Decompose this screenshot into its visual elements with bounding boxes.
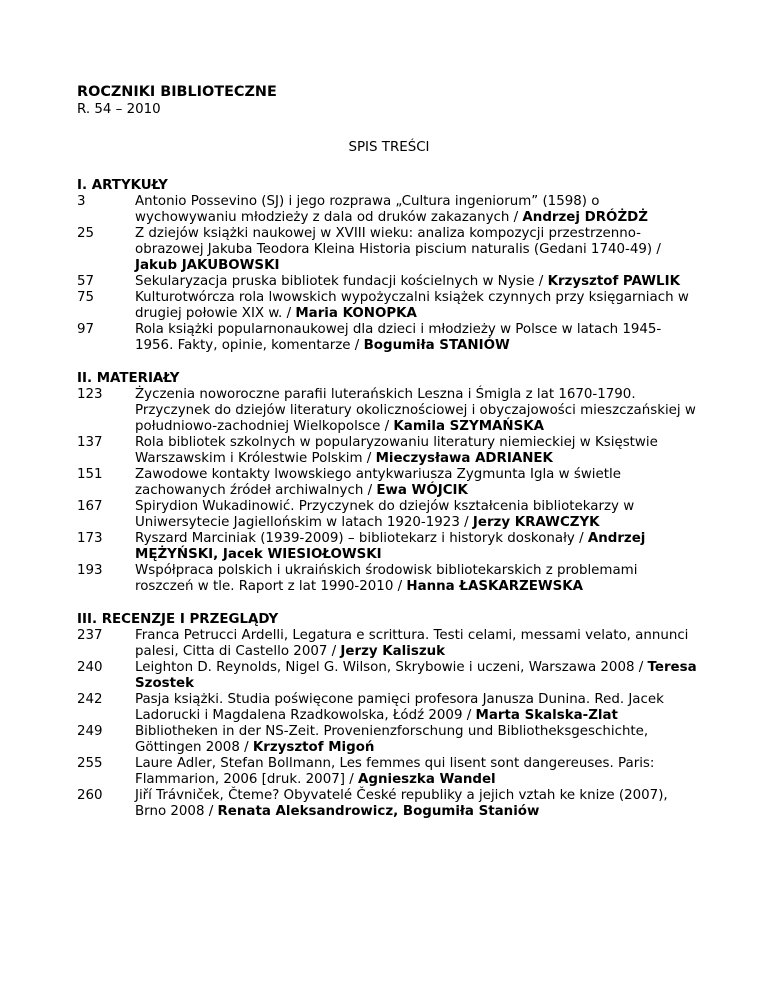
document-page [77, 84, 697, 837]
entry-text [135, 788, 697, 820]
section-title: III. RECENZJE I PRZEGLĄDY [77, 612, 279, 627]
toc-entry [77, 660, 697, 692]
entry-text [135, 531, 697, 563]
volume-label: R. 54 – 2010 [77, 102, 161, 117]
entry-author: Andrzej DRÓŻDŻ [522, 210, 648, 225]
toc-sections [77, 178, 697, 820]
entry-page-number: 255 [77, 756, 103, 771]
entry-text [135, 387, 697, 435]
entry-title: Antonio Possevino (SJ) i jego rozprawa „Cultura ingeniorum” (1598) o wychowywaniu młodzieży z dala od druków zakazanych / [135, 194, 600, 225]
entry-title: Franca Petrucci Ardelli, Legatura e scrittura. Testi celami, messami velato, annunci palesi, Citta di Castello 2007 / [135, 628, 689, 659]
toc-entry [77, 756, 697, 788]
toc-entry [77, 387, 697, 435]
entry-author: Hanna ŁASKARZEWSKA [406, 579, 584, 594]
entry-text [135, 322, 697, 354]
entry-title: Ryszard Marciniak (1939-2009) – bibliotekarz i historyk doskonały / [135, 531, 588, 546]
toc-entry [77, 531, 697, 563]
toc-entry [77, 226, 697, 274]
entry-text [135, 194, 697, 226]
toc-entry [77, 692, 697, 724]
entry-title: Rola bibliotek szkolnych w popularyzowaniu literatury niemieckiej w Księstwie Warszawskim i Królestwie Polskim / [135, 435, 658, 466]
entry-author: Jerzy KRAWCZYK [472, 515, 600, 530]
entry-text [135, 467, 697, 499]
entry-author: Andrzej MĘŻYŃSKI, Jacek WIESIOŁOWSKI [135, 531, 646, 562]
entry-author: Mieczysława ADRIANEK [375, 451, 553, 466]
entry-title: Jiří Trávniček, Čteme? Obyvatelé České republiky a jejich vztah ke knize (2007), Brno 2008 / [135, 788, 668, 819]
toc-entry [77, 194, 697, 226]
entry-author: Jerzy Kaliszuk [340, 644, 446, 659]
entry-title: Pasja książki. Studia poświęcone pamięci profesora Janusza Dunina. Red. Jacek Ladorucki i Magdalena Rzadkowolska, Łódź 2009 / [135, 692, 664, 723]
entry-page-number: 57 [77, 274, 95, 289]
entry-title: Rola książki popularnonaukowej dla dzieci i młodzieży w Polsce w latach 1945-1956. Fakty, opinie, komentarze / [135, 322, 662, 353]
entry-text [135, 290, 697, 322]
entry-page-number: 151 [77, 467, 103, 482]
toc-entry [77, 290, 697, 322]
toc-entry [77, 499, 697, 531]
entry-text [135, 692, 697, 724]
toc-heading: SPIS TREŚCI [348, 140, 430, 155]
entry-author: Ewa WÓJCIK [376, 483, 468, 498]
entry-author: Agnieszka Wandel [358, 772, 496, 787]
toc-section [77, 178, 697, 354]
entry-page-number: 242 [77, 692, 103, 707]
entry-page-number: 240 [77, 660, 103, 675]
toc-entry [77, 435, 697, 467]
entry-author: Jakub JAKUBOWSKI [135, 258, 280, 273]
section-title: I. ARTYKUŁY [77, 178, 168, 193]
entry-text [135, 274, 697, 290]
entry-title: Współpraca polskich i ukraińskich środowisk bibliotekarskich z problemami roszczeń w tle. Raport z lat 1990-2010 / [135, 563, 638, 594]
entry-page-number: 173 [77, 531, 103, 546]
entry-title: Życzenia noworoczne parafii luterańskich Leszna i Śmigla z lat 1670-1790. Przyczynek do dziejów literatury okolicznościowej i obyczajowości mieszczańskiej w południowo-zachodniej Wielkopolsce / [135, 387, 696, 434]
entry-author: Bogumiła STANIÓW [363, 338, 510, 353]
entry-title: Bibliotheken in der NS-Zeit. Provenienzforschung und Bibliotheksgeschichte, Göttingen 2008 / [135, 724, 649, 755]
entry-page-number: 25 [77, 226, 95, 241]
entry-title: Kulturotwórcza rola lwowskich wypożyczalni książek czynnych przy księgarniach w drugiej połowie XIX w. / [135, 290, 689, 321]
toc-entry [77, 724, 697, 756]
entry-page-number: 123 [77, 387, 103, 402]
toc-entry [77, 563, 697, 595]
entry-text [135, 660, 697, 692]
toc-section [77, 371, 697, 595]
entry-text [135, 563, 697, 595]
entry-page-number: 260 [77, 788, 103, 803]
entry-title: Spirydion Wukadinowić. Przyczynek do dziejów kształcenia bibliotekarzy w Uniwersytecie Jagiellońskim w latach 1920-1923 / [135, 499, 635, 530]
entry-title: Leighton D. Reynolds, Nigel G. Wilson, Skrybowie i uczeni, Warszawa 2008 / [135, 660, 648, 675]
entry-author: Maria KONOPKA [295, 306, 417, 321]
entry-text [135, 499, 697, 531]
entry-text [135, 226, 697, 274]
entry-author: Krzysztof PAWLIK [547, 274, 680, 289]
entry-page-number: 97 [77, 322, 95, 337]
entry-title: Laure Adler, Stefan Bollmann, Les femmes qui lisent sont dangereuses. Paris: Flammarion, 2006 [druk. 2007] / [135, 756, 655, 787]
entry-page-number: 167 [77, 499, 103, 514]
journal-title: ROCZNIKI BIBLIOTECZNE [77, 84, 277, 100]
toc-entry [77, 274, 697, 290]
entry-text [135, 724, 697, 756]
entry-author: Renata Aleksandrowicz, Bogumiła Staniów [217, 804, 540, 819]
entry-title: Zawodowe kontakty lwowskiego antykwariusza Zygmunta Igla w świetle zachowanych źródeł archiwalnych / [135, 467, 621, 498]
entry-title: Z dziejów książki naukowej w XVIII wieku: analiza kompozycji przestrzenno-obrazowej Jakuba Teodora Kleina Historia piscium naturalis (Gedani 1740-49) / [135, 226, 661, 257]
toc-entry [77, 322, 697, 354]
entry-author: Teresa Szostek [135, 660, 697, 691]
section-title: II. MATERIAŁY [77, 371, 180, 386]
entry-page-number: 137 [77, 435, 103, 450]
entry-page-number: 193 [77, 563, 103, 578]
entry-page-number: 75 [77, 290, 95, 305]
toc-entry [77, 467, 697, 499]
entry-page-number: 237 [77, 628, 103, 643]
entry-author: Kamila SZYMAŃSKA [393, 419, 544, 434]
entry-text [135, 756, 697, 788]
entry-text [135, 435, 697, 467]
entry-author: Marta Skalska-Zlat [475, 708, 618, 723]
entry-page-number: 3 [77, 194, 86, 209]
entry-author: Krzysztof Migoń [252, 740, 375, 755]
entry-page-number: 249 [77, 724, 103, 739]
entry-text [135, 628, 697, 660]
toc-entry [77, 628, 697, 660]
toc-section [77, 612, 697, 820]
toc-entry [77, 788, 697, 820]
entry-title: Sekularyzacja pruska bibliotek fundacji kościelnych w Nysie / [135, 274, 548, 289]
